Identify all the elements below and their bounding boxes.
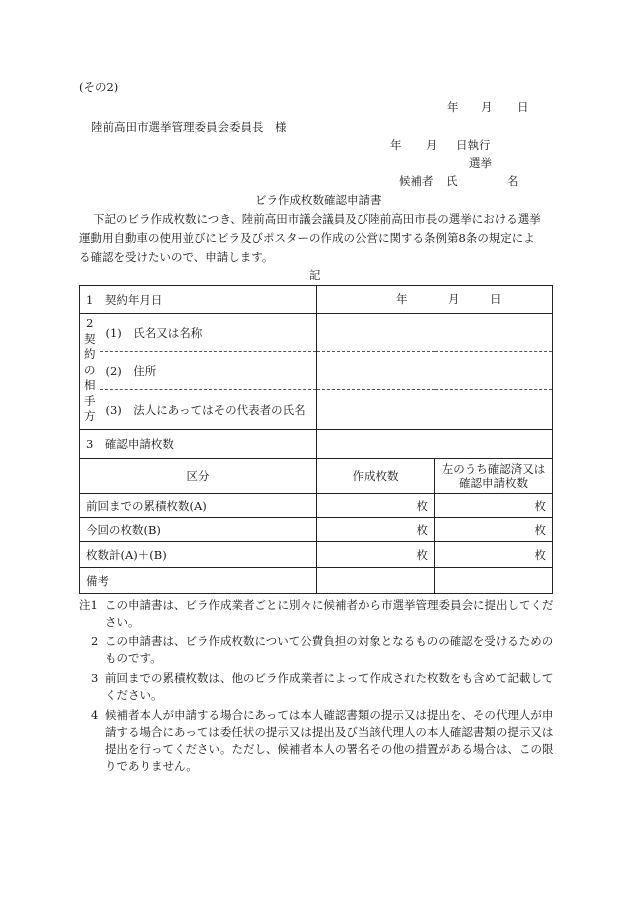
party-row-address: (2) 住所 [100, 352, 317, 390]
note-3-number: 3 [91, 671, 99, 685]
col-header-kakunin-line2: 確認申請枚数 [459, 476, 529, 490]
row-cumulative-created[interactable]: 枚 [317, 494, 435, 518]
row-current-label: 今回の枚数(B) [80, 518, 317, 542]
candidate-label: 候補者 [399, 174, 434, 188]
note-2 [79, 633, 554, 667]
contract-date-month: 月 [448, 292, 460, 306]
party-address-field[interactable] [317, 352, 553, 390]
document-title: ビラ作成枚数確認申請書 [255, 193, 382, 207]
row-current-created[interactable]: 枚 [317, 518, 435, 542]
remarks-field-2[interactable] [435, 568, 553, 594]
col-header-kubun: 区分 [80, 459, 317, 494]
contract-date-year: 年 [396, 292, 408, 306]
note-3-text: 前回までの累積枚数は、他のビラ作成業者によって作成された枚数をも含めて記載してください。 [105, 671, 554, 702]
application-table [79, 285, 553, 594]
date-day: 日 [517, 100, 529, 114]
candidate-name: 名 [507, 174, 519, 188]
col-header-kakunin [435, 459, 553, 494]
note-1 [79, 597, 554, 631]
election-kind: 選挙 [469, 156, 492, 170]
party-label-text: 契約の相手方 [84, 331, 96, 423]
note-4-number: 4 [91, 708, 99, 722]
body-line-2: 運動用自動車の使用並びにビラ及びポスターの作成の公営に関する条例第8条の規定によ [79, 231, 535, 245]
date-year: 年 [447, 100, 459, 114]
row-cumulative-confirmed[interactable]: 枚 [435, 494, 553, 518]
col-header-sakusei: 作成枚数 [317, 459, 435, 494]
form-number: (その2) [79, 80, 119, 94]
candidate-surname: 氏 [446, 174, 458, 188]
note-4 [79, 707, 554, 775]
party-label [80, 314, 100, 430]
note-1-number: 注1 [79, 598, 98, 612]
remarks-label: 備考 [80, 568, 317, 594]
contract-date-label: 1 契約年月日 [80, 286, 317, 314]
body-line-1: 下記のビラ作成枚数につき、陸前高田市議会議員及び陸前高田市長の選挙における選挙 [93, 212, 541, 226]
party-representative-field[interactable] [317, 390, 553, 430]
ki-label: 記 [309, 268, 321, 282]
party-row-representative: (3) 法人にあってはその代表者の氏名 [100, 390, 317, 430]
election-month: 月 [426, 138, 438, 152]
note-1-text: この申請書は、ビラ作成業者ごとに別々に候補者から市選挙管理委員会に提出してください。 [105, 598, 554, 629]
col-header-kakunin-line1: 左のうち確認済又は [441, 462, 546, 476]
note-3 [79, 670, 554, 704]
note-4-text: 候補者本人が申請する場合にあっては本人確認書類の提示又は提出を、その代理人が申請する場合にあっては委任状の提示又は提出及び当該代理人の本人確認書類の提示又は提出を行ってください。ただし、候補者本人の署名その他の措置がある場合は、この限りでありません。 [105, 708, 554, 773]
row-total-confirmed[interactable]: 枚 [435, 542, 553, 568]
election-date: 日執行 [456, 138, 491, 152]
party-number: 2 [86, 316, 94, 330]
note-2-number: 2 [91, 634, 99, 648]
body-line-3: る確認を受けたいので、申請します。 [79, 250, 274, 264]
row-current-confirmed[interactable]: 枚 [435, 518, 553, 542]
remarks-field-1[interactable] [317, 568, 435, 594]
addressee: 陸前高田市選挙管理委員会委員長 様 [91, 120, 287, 134]
note-2-text: この申請書は、ビラ作成枚数について公費負担の対象となるものの確認を受けるためのものです。 [105, 634, 554, 665]
date-month: 月 [481, 100, 493, 114]
apply-count-blank [317, 430, 553, 459]
row-total-label: 枚数計(A)＋(B) [80, 542, 317, 568]
contract-date-field[interactable] [317, 286, 553, 314]
row-total-created[interactable]: 枚 [317, 542, 435, 568]
contract-date-day: 日 [490, 292, 502, 306]
row-cumulative-label: 前回までの累積枚数(A) [80, 494, 317, 518]
party-row-name: (1) 氏名又は名称 [100, 314, 317, 352]
apply-count-label: 3 確認申請枚数 [80, 430, 317, 459]
party-name-field[interactable] [317, 314, 553, 352]
election-year: 年 [390, 138, 402, 152]
